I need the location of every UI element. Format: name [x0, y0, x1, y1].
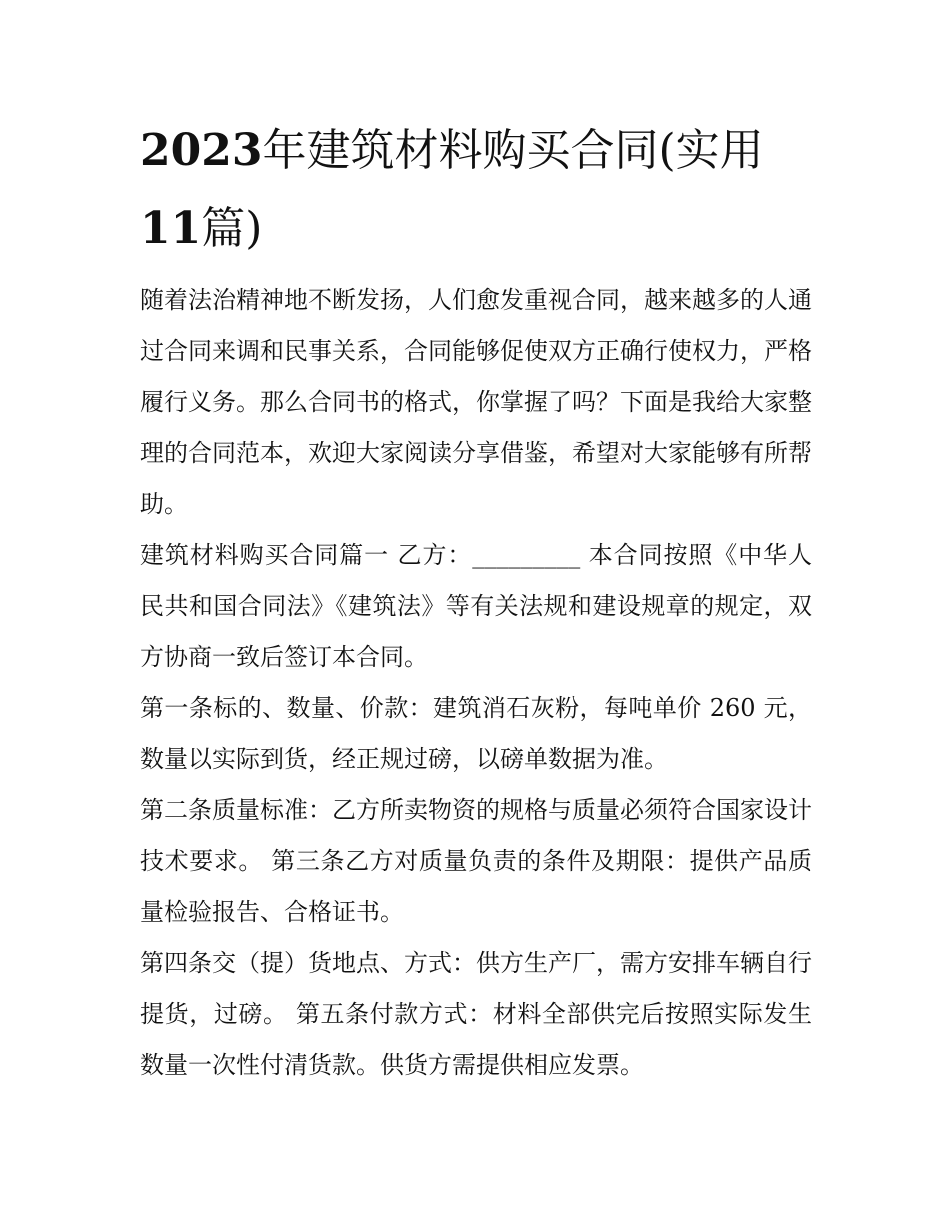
article-one-paragraph: 第一条标的、数量、价款：建筑消石灰粉，每吨单价 260 元，数量以实际到货，经正规过磅，以磅单数据为准。 — [140, 694, 812, 773]
title-count: 11 — [140, 203, 202, 254]
article-four-five-paragraph: 第四条交（提）货地点、方式：供方生产厂，需方安排车辆自行提货，过磅。 第五条付款方式：材料全部供完后按照实际发生数量一次性付清货款。供货方需提供相应发票。 — [140, 949, 812, 1079]
document-title — [140, 112, 820, 268]
contract-header-paragraph: 建筑材料购买合同篇一 乙方：_________ 本合同按照《中华人民共和国合同法》《建筑法》等有关法规和建设规章的规定，双方协商一致后签订本合同。 — [140, 541, 812, 671]
document-body — [140, 275, 812, 1091]
title-year: 2023 — [140, 125, 263, 176]
article-two-three-paragraph: 第二条质量标准：乙方所卖物资的规格与质量必须符合国家设计技术要求。 第三条乙方对质量负责的条件及期限：提供产品质量检验报告、合格证书。 — [140, 796, 812, 926]
intro-paragraph: 随着法治精神地不断发扬，人们愈发重视合同，越来越多的人通过合同来调和民事关系，合同能够促使双方正确行使权力，严格履行义务。那么合同书的格式，你掌握了吗？下面是我给大家整理的合同范本，欢迎大家阅读分享借鉴，希望对大家能够有所帮助。 — [140, 286, 812, 518]
title-suffix: 篇) — [201, 203, 263, 254]
title-text: 年建筑材料购买合同(实用 — [262, 125, 764, 176]
